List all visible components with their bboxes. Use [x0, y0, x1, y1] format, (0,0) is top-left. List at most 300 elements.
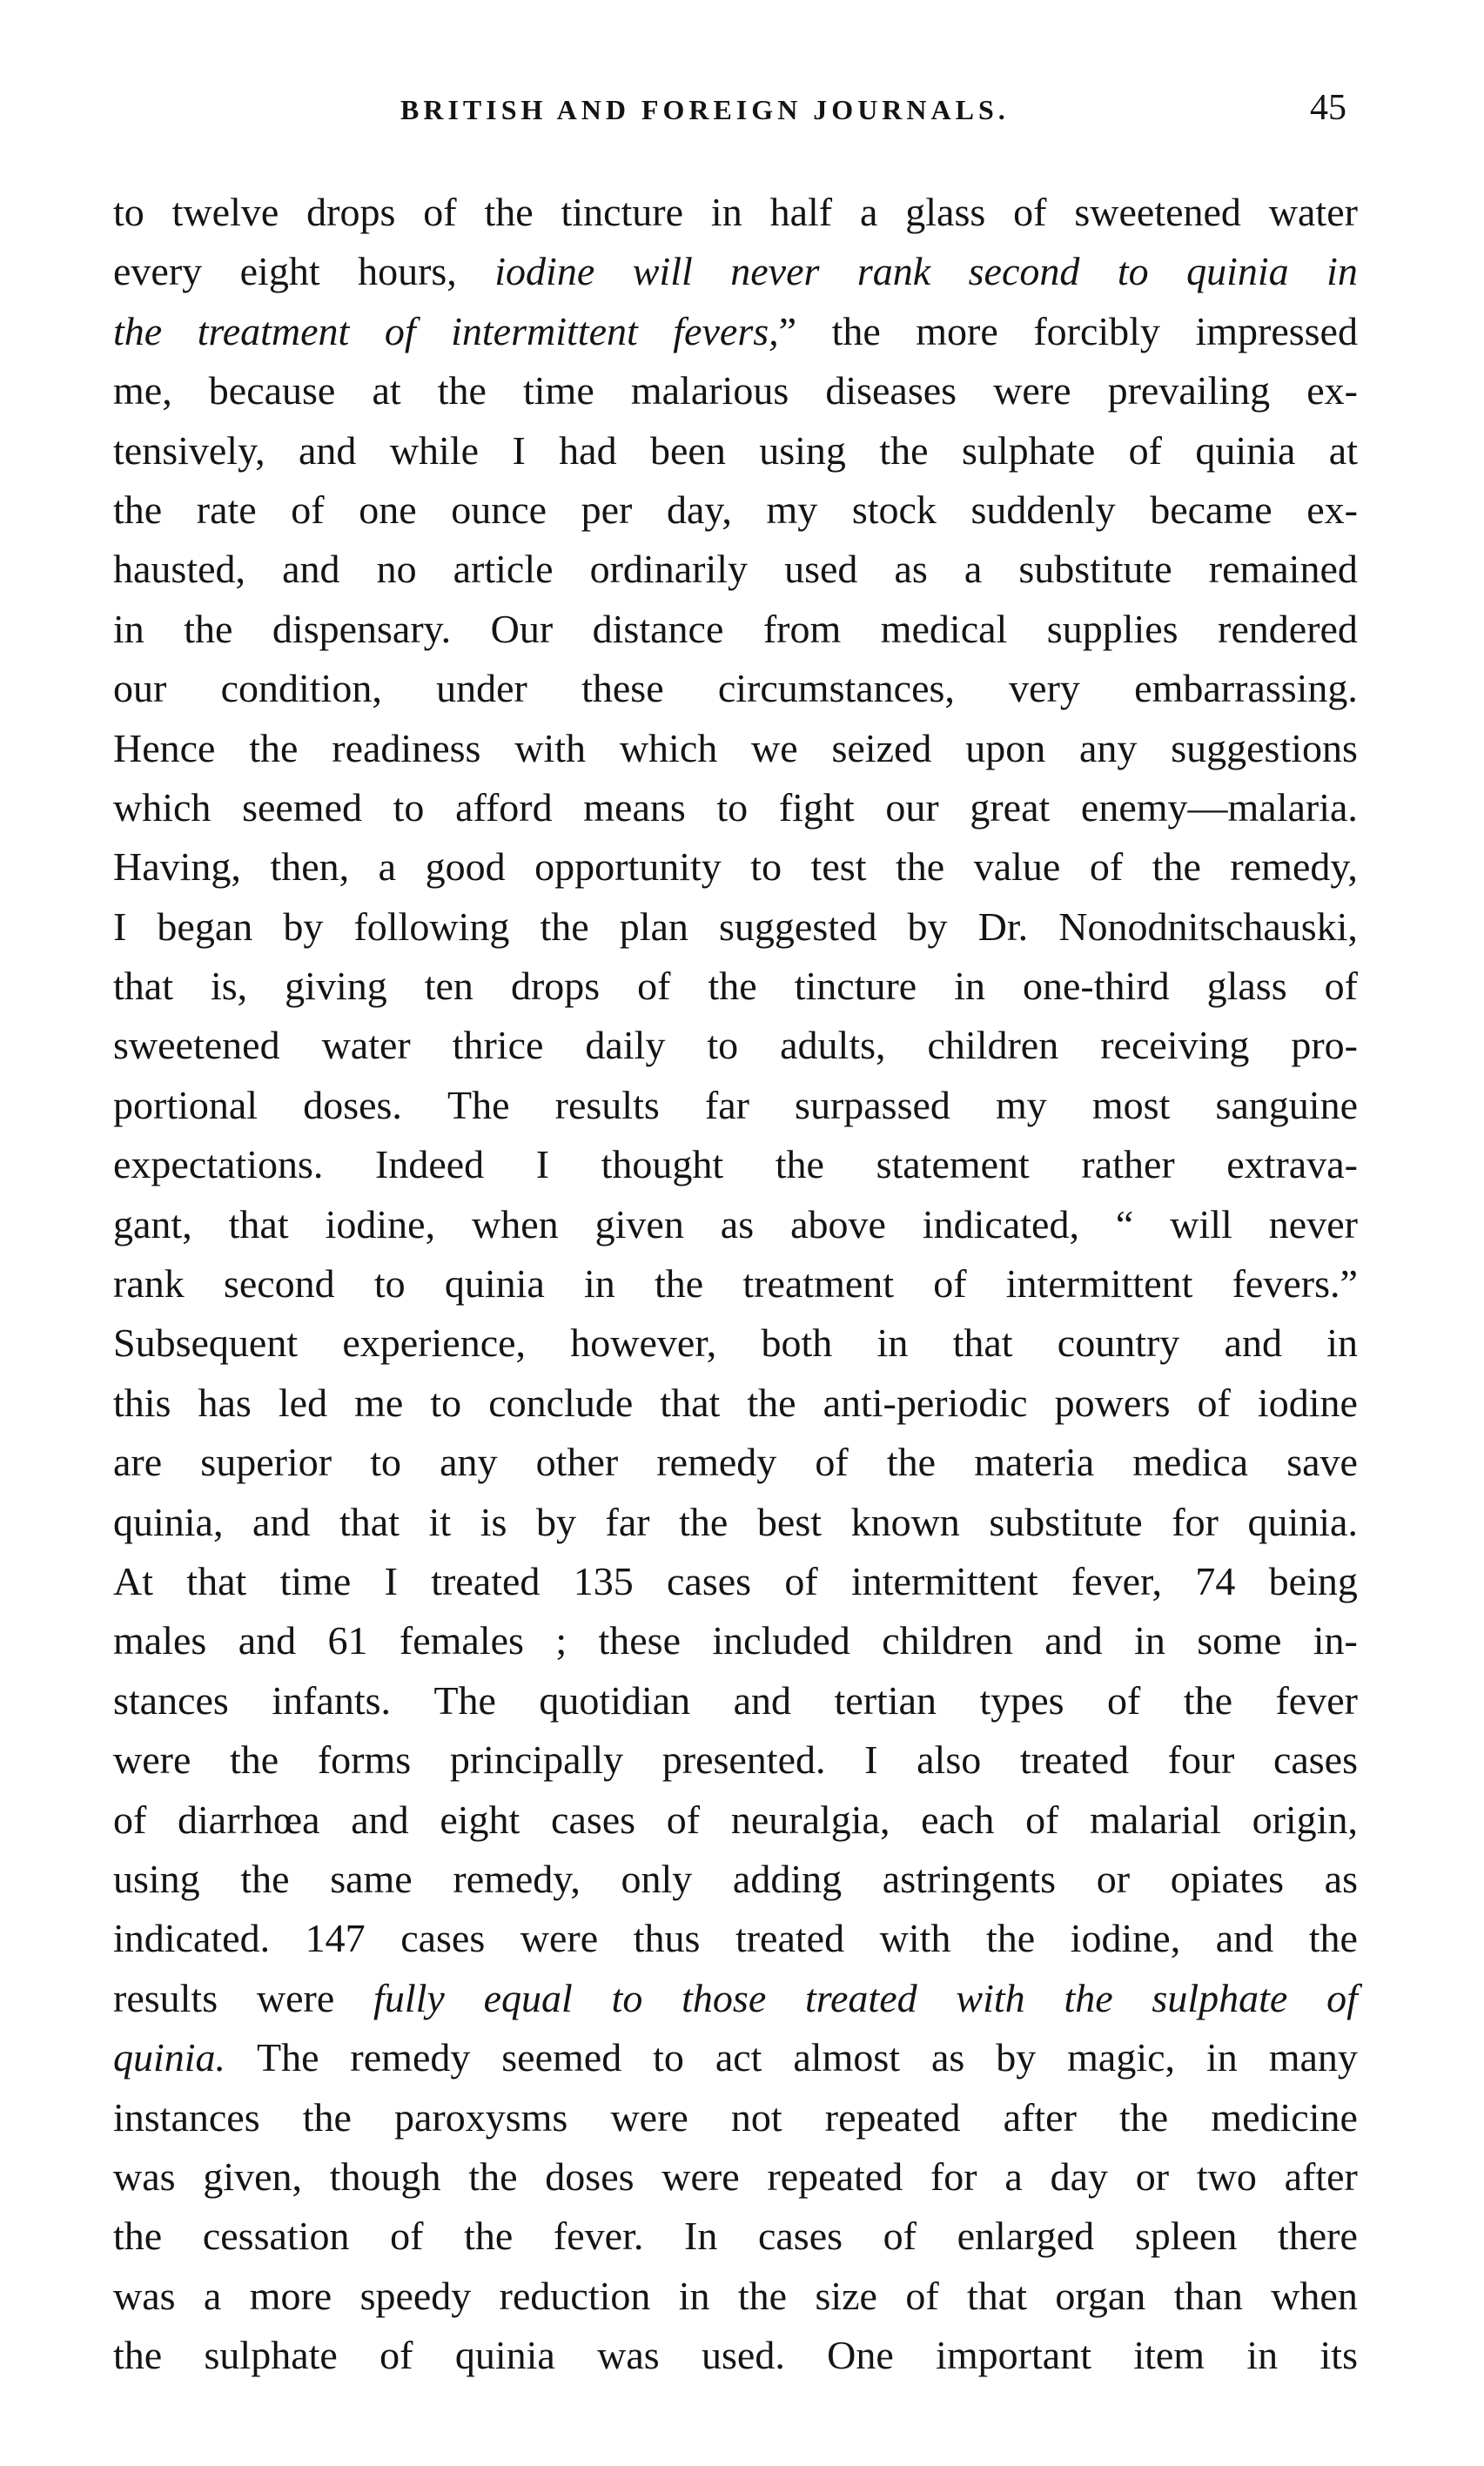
word: in [1134, 1618, 1165, 1663]
word: origin, [1252, 1797, 1358, 1842]
word: time [279, 1558, 352, 1603]
word: the [1308, 1916, 1358, 1961]
word: in [1326, 1320, 1358, 1366]
word: “ [1115, 1201, 1134, 1246]
word: me [354, 1380, 404, 1425]
word: at [1328, 427, 1358, 473]
word: to [750, 844, 782, 890]
word: remedy [350, 2035, 471, 2080]
word: some [1197, 1618, 1282, 1663]
word: seized [831, 725, 932, 770]
word: any [440, 1440, 498, 1485]
word: surpassed [795, 1082, 950, 1127]
word: and [238, 1618, 297, 1663]
word: in [954, 964, 985, 1009]
word: treated [431, 1558, 541, 1603]
word: by [283, 904, 324, 949]
word: was [113, 2154, 176, 2199]
word: size [815, 2273, 877, 2318]
word: the [654, 1261, 704, 1307]
word: is, [210, 964, 248, 1009]
word: our [113, 666, 167, 711]
word: more [249, 2273, 332, 2318]
word: eight [440, 1797, 520, 1842]
word: sulphate [204, 2333, 338, 2378]
word: enlarged [957, 2214, 1095, 2259]
word: both [761, 1320, 833, 1366]
word: rate [196, 487, 257, 532]
word: substitute [1018, 547, 1172, 592]
word: was [113, 2273, 176, 2318]
word: 135 [573, 1558, 634, 1603]
word: I [512, 427, 526, 473]
word: as [1324, 1856, 1358, 1901]
word: quinia. [113, 2035, 226, 2080]
word: it [428, 1499, 452, 1544]
word: to [653, 2035, 684, 2080]
word: thus [633, 1916, 701, 1961]
word: hours, [358, 249, 457, 294]
word: the [464, 2214, 514, 2259]
word: in [113, 606, 144, 651]
word: the [437, 368, 487, 413]
word: hausted, [113, 547, 246, 592]
word: and [733, 1677, 792, 1723]
word: will [1170, 1201, 1232, 1246]
word: with [879, 1916, 951, 1961]
word: only [621, 1856, 693, 1901]
word: neuralgia, [730, 1797, 890, 1842]
word: these [581, 666, 664, 711]
word: to [1117, 249, 1149, 294]
word: that [228, 1201, 289, 1246]
word: powers [1054, 1380, 1171, 1425]
word: impressed [1195, 308, 1358, 353]
word: best [756, 1499, 823, 1544]
word: after [1003, 2094, 1077, 2140]
word: good [425, 844, 506, 890]
word: quinia, [113, 1499, 224, 1544]
word: the [1152, 844, 1201, 890]
word: Nonodnitschauski, [1058, 904, 1358, 949]
word: included [712, 1618, 850, 1663]
word: stances [113, 1677, 229, 1723]
text-line [113, 1850, 1358, 1909]
word: cases [551, 1797, 636, 1842]
word: the [1064, 1975, 1113, 2020]
word: using [759, 427, 846, 473]
word: which [619, 725, 718, 770]
word: reduction [499, 2273, 651, 2318]
text-line [113, 2267, 1358, 2326]
word: or [1096, 1856, 1131, 1901]
text-line [113, 719, 1358, 778]
word: treatment [742, 1261, 895, 1307]
word: however, [570, 1320, 717, 1366]
word: to [370, 1440, 401, 1485]
word: Hence [113, 725, 216, 770]
word: were [113, 1737, 191, 1783]
running-title: BRITISH AND FOREIGN JOURNALS. [400, 94, 1010, 125]
word: of [815, 1440, 849, 1485]
word: sanguine [1215, 1082, 1358, 1127]
word: in [584, 1261, 615, 1307]
word: quinia [454, 2333, 555, 2378]
word: to [113, 190, 144, 234]
word: materia [974, 1440, 1095, 1485]
word: repeated [824, 2094, 961, 2140]
word: substitute [989, 1499, 1143, 1544]
text-line [113, 302, 1358, 361]
word: fully [373, 1975, 445, 2020]
word: anti-periodic [823, 1380, 1028, 1425]
word: under [436, 666, 527, 711]
word: embarrassing. [1134, 666, 1358, 711]
page-number: 45 [1310, 88, 1346, 128]
word: diarrhœa [178, 1797, 320, 1842]
word: afford [455, 784, 553, 830]
word: there [1277, 2214, 1358, 2259]
word: every [113, 249, 203, 294]
word: enemy—malaria. [1080, 784, 1358, 830]
word: superior [200, 1440, 332, 1485]
word: treated [1019, 1737, 1130, 1783]
word: condition, [220, 666, 382, 711]
word: 147 [305, 1916, 366, 1961]
word: by [907, 904, 948, 949]
word: of [1025, 1797, 1059, 1842]
word: glass [1206, 964, 1287, 1009]
word: malarial [1090, 1797, 1221, 1842]
word: quinia [1195, 427, 1296, 473]
word: a [203, 2273, 222, 2318]
word: never [1268, 1201, 1358, 1246]
word: its [1319, 2333, 1358, 2378]
word: ex- [1306, 368, 1358, 413]
word: Subsequent [113, 1320, 299, 1366]
word: quinia. [1247, 1499, 1358, 1544]
word: cases [400, 1916, 486, 1961]
word: ten [424, 964, 473, 1009]
word: test [810, 844, 867, 890]
word: glass [905, 190, 986, 234]
text-line [113, 659, 1358, 718]
word: prevailing [1107, 368, 1271, 413]
word: treated [805, 1975, 917, 2020]
text-line [113, 837, 1358, 897]
word: these [598, 1618, 681, 1663]
word: was [597, 2333, 660, 2378]
text-line [113, 1909, 1358, 1968]
word: malarious [630, 368, 789, 413]
word: medical [880, 606, 1008, 651]
word: to [707, 1023, 739, 1068]
word: of [423, 190, 457, 234]
word: drops [510, 964, 601, 1009]
word: which [113, 784, 212, 830]
word: of [905, 2273, 939, 2318]
word: to [716, 784, 749, 830]
word: The [447, 1082, 510, 1127]
word: supplies [1046, 606, 1178, 651]
word: in [1246, 2333, 1279, 2378]
word: children [882, 1618, 1013, 1663]
word: paroxysms [394, 2094, 568, 2140]
text-line [113, 1493, 1358, 1552]
word: gant, [113, 1201, 192, 1246]
text-line [113, 1016, 1358, 1075]
word: thrice [452, 1023, 544, 1068]
word: the [540, 904, 589, 949]
word: cases [757, 2214, 843, 2259]
word: remedy, [1230, 844, 1358, 890]
word: led [278, 1380, 328, 1425]
word: indicated. [113, 1916, 271, 1961]
word: four [1167, 1737, 1235, 1783]
word: fevers.” [1232, 1261, 1358, 1307]
word: ounce [451, 487, 547, 532]
word: the [113, 308, 163, 353]
word: given [594, 1201, 684, 1246]
word: ; [555, 1618, 567, 1663]
word: has [198, 1380, 252, 1425]
word: the [1119, 2094, 1169, 2140]
word: save [1286, 1440, 1358, 1485]
text-line [113, 183, 1358, 242]
text-line [113, 1135, 1358, 1194]
word: of [1197, 1380, 1231, 1425]
word: sulphate [1152, 1975, 1288, 2020]
word: being [1268, 1558, 1358, 1603]
word: sweetened [113, 1023, 280, 1068]
word: important [936, 2333, 1091, 2378]
word: of [113, 1797, 147, 1842]
word: cases [667, 1558, 752, 1603]
word: remedy, [453, 1856, 581, 1901]
word: quinia [444, 1261, 545, 1307]
word: eight [239, 249, 320, 294]
word: from [762, 606, 842, 651]
text-line [113, 1671, 1358, 1730]
word: males [113, 1618, 207, 1663]
word: the [886, 1440, 937, 1485]
word: the [468, 2154, 518, 2199]
word: that [952, 1320, 1013, 1366]
word: At [113, 1558, 153, 1603]
word: experience, [342, 1320, 527, 1366]
word: with [514, 725, 587, 770]
word: two [1196, 2154, 1257, 2199]
word: ordinarily [589, 547, 749, 592]
word: the [230, 1737, 279, 1783]
word: opiates [1170, 1856, 1285, 1901]
word: for [1172, 1499, 1219, 1544]
word: many [1268, 2035, 1358, 2080]
word: each [921, 1797, 995, 1842]
word: no [376, 547, 417, 592]
word: I [535, 1142, 550, 1187]
word: the [775, 1142, 824, 1187]
word: ex- [1306, 487, 1358, 532]
word: as [894, 547, 928, 592]
word: above [790, 1201, 886, 1246]
word: indicated, [922, 1201, 1079, 1246]
word: suddenly [970, 487, 1116, 532]
word: my [996, 1082, 1047, 1127]
word: country [1057, 1320, 1180, 1366]
word: with [956, 1975, 1025, 2020]
word: the [737, 2273, 788, 2318]
word: never [730, 249, 820, 294]
word: almost [793, 2035, 901, 2080]
text-line [113, 1076, 1358, 1135]
word: or [1135, 2154, 1170, 2199]
word: quinia [1186, 249, 1289, 294]
word: as [720, 1201, 755, 1246]
word: for [930, 2154, 977, 2199]
word: of [379, 2333, 413, 2378]
word: great [970, 784, 1051, 830]
word: this [113, 1380, 171, 1425]
word: that [113, 964, 173, 1009]
word: our [885, 784, 939, 830]
text-line [113, 897, 1358, 957]
word: that [967, 2273, 1027, 2318]
word: readiness [332, 725, 481, 770]
word: of [390, 2214, 424, 2259]
word: results [554, 1082, 660, 1127]
word: rendered [1218, 606, 1358, 651]
word: time [523, 368, 594, 413]
word: the [484, 190, 534, 234]
word: and [1224, 1320, 1282, 1366]
word: conclude [488, 1380, 634, 1425]
word: children [927, 1023, 1059, 1068]
word: In [684, 2214, 718, 2259]
word: rank [856, 249, 931, 294]
word: of [1324, 964, 1358, 1009]
text-line [113, 1552, 1358, 1611]
word: the [249, 725, 299, 770]
text-line [113, 1433, 1358, 1492]
word: using [113, 1856, 200, 1901]
word: the [113, 2214, 163, 2259]
word: the [708, 964, 757, 1009]
text-line [113, 1730, 1358, 1790]
text-line [113, 2326, 1358, 2385]
word: sweetened [1074, 190, 1241, 234]
word: a [859, 190, 878, 234]
text-line [113, 421, 1358, 480]
word: are [113, 1440, 163, 1485]
word: second [968, 249, 1080, 294]
word: fever [1275, 1677, 1358, 1723]
word: doses. [303, 1082, 402, 1127]
word: the [896, 844, 945, 890]
word: were [520, 1916, 599, 1961]
word: sulphate [961, 427, 1096, 473]
word: extrava- [1226, 1142, 1358, 1187]
word: speedy [359, 2273, 472, 2318]
word: article [453, 547, 554, 592]
word: the [679, 1499, 729, 1544]
word: iodine [1257, 1380, 1358, 1425]
word: iodine, [1070, 1916, 1181, 1961]
text-line [113, 480, 1358, 540]
word: then, [270, 844, 350, 890]
word: of [1107, 1677, 1141, 1723]
word: of [784, 1558, 818, 1603]
word: while [389, 427, 480, 473]
word: spleen [1134, 2214, 1238, 2259]
text-line [113, 2207, 1358, 2266]
word: value [973, 844, 1061, 890]
word: per [581, 487, 633, 532]
word: fevers,” [673, 308, 797, 353]
word: in [1205, 2035, 1238, 2080]
word: remained [1208, 547, 1358, 592]
word: that [660, 1380, 721, 1425]
word: intermittent [850, 1558, 1038, 1603]
word: instances [113, 2094, 260, 2140]
word: intermittent [1005, 1261, 1193, 1307]
word: the [747, 1380, 796, 1425]
word: of [291, 487, 325, 532]
word: twelve [171, 190, 279, 234]
word: far [605, 1499, 650, 1544]
word: the [113, 2333, 163, 2378]
word: more [916, 308, 998, 353]
word: most [1091, 1082, 1171, 1127]
word: and [299, 427, 357, 473]
word: upon [965, 725, 1046, 770]
word: after [1284, 2154, 1358, 2199]
word: thought [601, 1142, 724, 1187]
word: treated [735, 1916, 845, 1961]
word: day, [666, 487, 732, 532]
word: females [399, 1618, 524, 1663]
word: 74 [1195, 1558, 1236, 1603]
word: had [559, 427, 617, 473]
word: the [879, 427, 929, 473]
word: I [384, 1558, 398, 1603]
text-line [113, 540, 1358, 599]
word: used. [702, 2333, 785, 2378]
word: 61 [327, 1618, 368, 1663]
word: opportunity [534, 844, 722, 890]
word: The [433, 1677, 496, 1723]
word: though [329, 2154, 441, 2199]
body-text [113, 183, 1358, 2385]
word: drops [306, 190, 396, 234]
word: the [240, 1856, 290, 1901]
word: types [979, 1677, 1064, 1723]
word: expectations. [113, 1142, 324, 1187]
word: and [282, 547, 340, 592]
word: in [1326, 249, 1358, 294]
word: the [985, 1916, 1036, 1961]
text-line [113, 242, 1358, 301]
word: principally [449, 1737, 624, 1783]
word: the [302, 2094, 352, 2140]
word: adding [732, 1856, 843, 1901]
word: known [850, 1499, 960, 1544]
word: Having, [113, 844, 241, 890]
word: means [583, 784, 686, 830]
word: distance [592, 606, 724, 651]
word: seemed [242, 784, 362, 830]
word: suggestions [1171, 725, 1358, 770]
